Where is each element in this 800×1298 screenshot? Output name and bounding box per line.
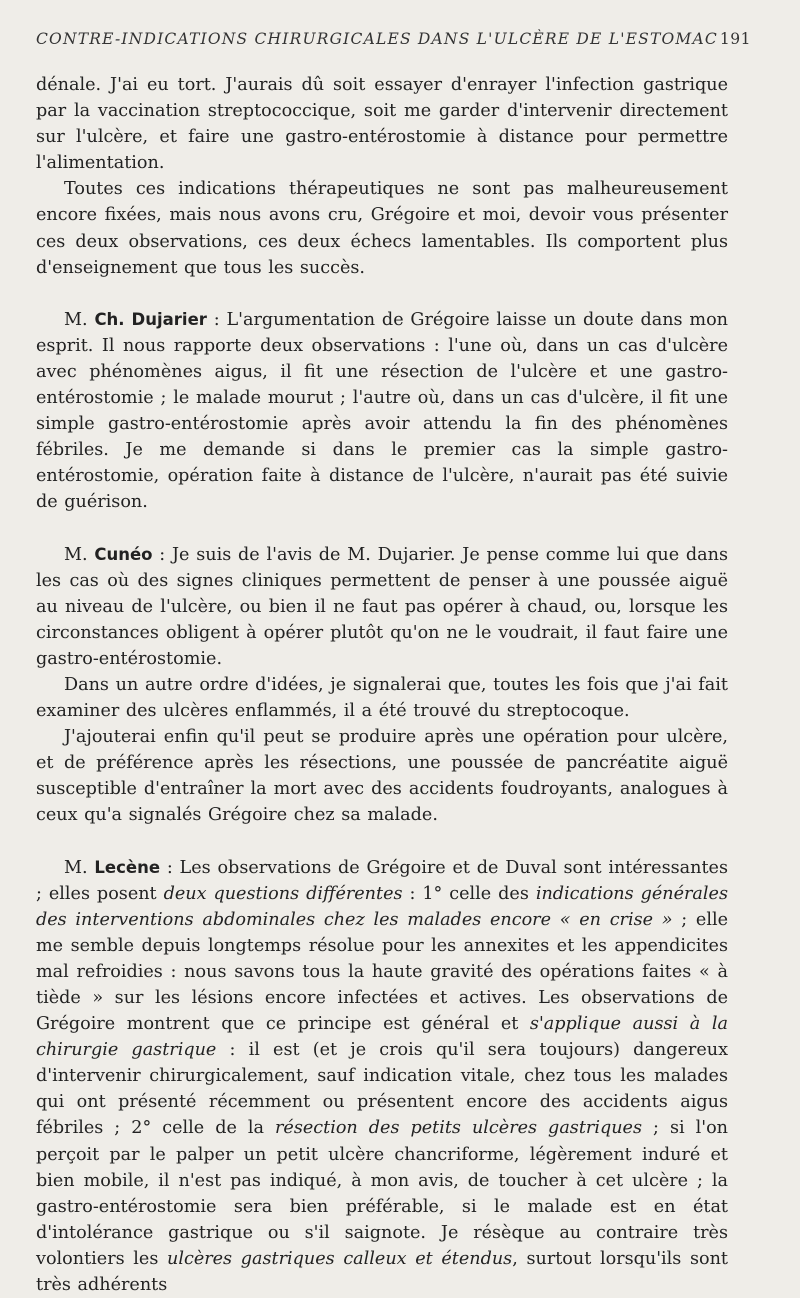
speaker-name: Ch. Dujarier [94, 309, 207, 329]
paragraph: J'ajouterai enfin qu'il peut se produire après une opération pour ulcère, et de préférence après les résections, une poussée de pancréatite aiguë susceptible d'entraîner la mort avec des accidents foudroyants, analogues à ceux qu'a signalés Grégoire chez sa malade. [36, 727, 728, 826]
body-text [36, 72, 728, 1298]
page-number: 191 [719, 30, 751, 48]
speaker-name: Cunéo [94, 544, 153, 564]
italic-run: ulcères gastriques calleux et étendus [167, 1248, 513, 1269]
speaker-prefix: M. [64, 857, 95, 878]
italic-run: deux questions différentes [163, 883, 403, 904]
paragraph-text: : Je suis de l'avis de M. Dujarier. Je pense comme lui que dans les cas où des signes cliniques permettent de penser à une poussée aiguë au niveau de l'ulcère, ou bien il ne faut pas opérer à chaud, ou, lorsque les circonstances obligent à opérer plutôt qu'on ne le voudrait, il faut faire une gastro-entérostomie. [36, 544, 728, 669]
text-run: , surtout lorsqu'ils sont très adhérents [36, 1248, 728, 1296]
text-run: ; si l'on perçoit par le palper un petit ulcère chancriforme, légèrement induré et bien mobile, il n'est pas indiqué, à mon avis, de toucher à cet ulcère ; la gastro-entérostomie sera bien préférable, si le malade est en état d'intolérance gastrique ou s'il saignote. Je résèque au contraire très volontiers les [36, 1118, 728, 1269]
italic-run: s'applique aussi à la chirurgie gastrique [36, 1014, 728, 1061]
text-run: : Les observations de Grégoire et de Duval sont intéressantes ; elles posent [36, 857, 728, 904]
speaker-prefix: M. [64, 544, 95, 565]
paragraph: dénale. J'ai eu tort. J'aurais dû soit essayer d'enrayer l'infection gastrique par la vaccination streptococcique, soit me garder d'intervenir directement sur l'ulcère, et faire une gastro-entérostomie à distance pour permettre l'alimentation. [36, 75, 728, 174]
running-title: CONTRE-INDICATIONS CHIRURGICALES DANS L'ULCÈRE DE L'ESTOMAC [36, 30, 718, 48]
paragraph: Dans un autre ordre d'idées, je signalerai que, toutes les fois que j'ai fait examiner des ulcères enflammés, il a été trouvé du streptocoque. [36, 674, 728, 722]
text-run: ; elle me semble depuis longtemps résolue pour les annexites et les appendicites mal refroidies : nous savons tous la haute gravité des opérations faites « à tiède » sur les lésions encore infectées et actives. Les observations de Grégoire montrent que ce principe est général et [36, 909, 728, 1035]
speaker-name: Lecène [94, 857, 161, 877]
speaker-prefix: M. [64, 309, 95, 330]
italic-run: résection des petits ulcères gastriques [275, 1118, 642, 1139]
paragraph: Toutes ces indications thérapeutiques ne sont pas malheureusement encore fixées, mais nous avons cru, Grégoire et moi, devoir vous présenter ces deux observations, ces deux échecs lamentables. Ils comportent plus d'enseignement que tous les succès. [36, 179, 728, 278]
paragraph-text: : L'argumentation de Grégoire laisse un doute dans mon esprit. Il nous rapporte deux observations : l'une où, dans un cas d'ulcère avec phénomènes aigus, il fit une résection de l'ulcère et une gastro-entérostomie ; le malade mourut ; l'autre où, dans un cas d'ulcère, il fit une simple gastro-entérostomie après avoir attendu la fin des phénomènes fébriles. Je me demande si dans le premier cas la simple gastro-entérostomie, opération faite à distance de l'ulcère, n'aurait pas été suivie de guérison. [36, 309, 728, 513]
italic-run: indications générales des interventions abdominales chez les malades encore « en crise » [36, 883, 728, 930]
intervention-cuneo [36, 542, 728, 672]
text-run: : 1° celle des [402, 883, 536, 904]
text-run: : il est (et je crois qu'il sera toujours) dangereux d'intervenir chirurgicalement, sauf indication vitale, chez tous les malades qui ont présenté récemment ou présentent encore des accidents aigus fébriles ; 2° celle de la [36, 1040, 728, 1139]
running-header [36, 30, 751, 48]
intervention-dujarier [36, 307, 728, 516]
intervention-lecene [36, 855, 728, 1298]
